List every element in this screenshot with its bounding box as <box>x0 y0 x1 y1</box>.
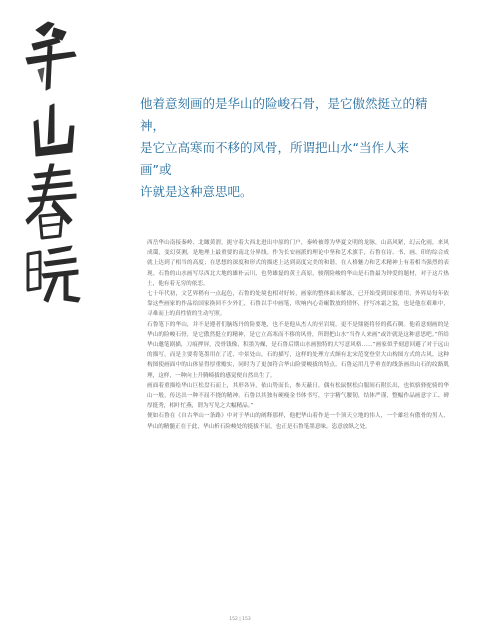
body-paragraph: 画面着重描绘华山巨松盘石而上，其形各异，依山势而长，参天蔽日，偶有松鼠惬松白服间石附长出，也似骆驿驼骑的华山一般，传达出一种不屈不挠的精神。石鲁以其独有硬瘦金书体书写，字字精气腰韧，结体严谨，整幅作品画意宇工、碑厚挺秀，相叶忙燕，谓为写见之大幅精品。” <box>147 382 449 410</box>
page-number: 152 | 153 <box>229 617 251 622</box>
body-paragraph: 石鲁笔下的华山，并不是遵者们脑练丹的险要地，也不是他从杰人的至岩境，更不是鼎能将径的孤石稠。他着意刻画的是华山的险峻石骨，是它傲然挺立的精神，是它立高寒而不移的风骨，所谓把山水“当作人来画”或许就是这种意思吧。”所给华山邀笔剧描，刀痕押屏，没骨钱像，积墨为燥，是石鲁后期山水画独特的大写意风格……”画家似乎刻意回避了对于远山的描写，而是主要将笔墨用在了近、中景处山，石的描写，这样的处理方式颇有北宋范宽登堂大山构图方式的古风，这种构图使画面中的山体显得厚重赡实，同时为了更加符合华山险要峻拔的特点，石鲁运用几乎垂直的线条画出山石的纹路肌理，这样，一种向上升腾崎拔的感觉便自然出生了。 <box>147 321 449 379</box>
pull-quote-line: 许就是这种意思吧。 <box>140 184 253 199</box>
body-paragraph: 便如石鲁在《自古华山一条路》中对于华山的阐释那样，他把华山着作是一个顶天立地的伟人，一个雄壮有傲骨的男人，华山的精髓正在于此，华山析石险峻处的挺拔不屈，也正是石鲁笔墨意味，恣意放纵之处。 <box>147 413 449 430</box>
pull-quote-line: 是它立高寒而不移的风骨，所谓把山水“当作人来画”或 <box>140 140 409 177</box>
pull-quote <box>140 93 440 203</box>
body-paragraph: 七十年代初，文艺界稍有一点起色，石鲁的处境也相对好转，画家的整体面未解冻，已开始受到国家重用，外界局每年依靠这些画家的作品给国家换回不少外汇，石鲁以手中画笔，吹响内心奇崛散放的情怀，抒写冰霜之貌，也是他在艰难中，寻难而上的真性情的生动写照。 <box>147 291 449 318</box>
calligraphy-title <box>14 10 86 310</box>
article-body <box>147 238 449 432</box>
body-paragraph: 西岳华山南接秦岭、北瞰黄渭，扼守着大西北进出中原的门户，秦岭被尊为华夏文明的龙脉，山高风紧，幻云化雨，来风成霭，变幻莫测，是地理上最重要的南北分界线。作为长安画派的理论中坚和艺术旗手，石鲁在诗、书、画、印的综合成就上达到了相当的高度；在思想的深度和形式的描述上达到高度完美的和谐，在人格魅力和艺术精神上有着相当强烈的表现。石鲁的山水画写尽西北大地的雄朴云川，也势雄磊的黄土高原，骏削险峻的华山是石鲁最为钟爱的题材，对于这片热土，他有着无穷的依恋。 <box>147 240 449 287</box>
calligraphy-brush-artwork <box>14 10 86 310</box>
pull-quote-line: 他着意刻画的是华山的险峻石骨，是它傲然挺立的精神， <box>140 96 428 133</box>
